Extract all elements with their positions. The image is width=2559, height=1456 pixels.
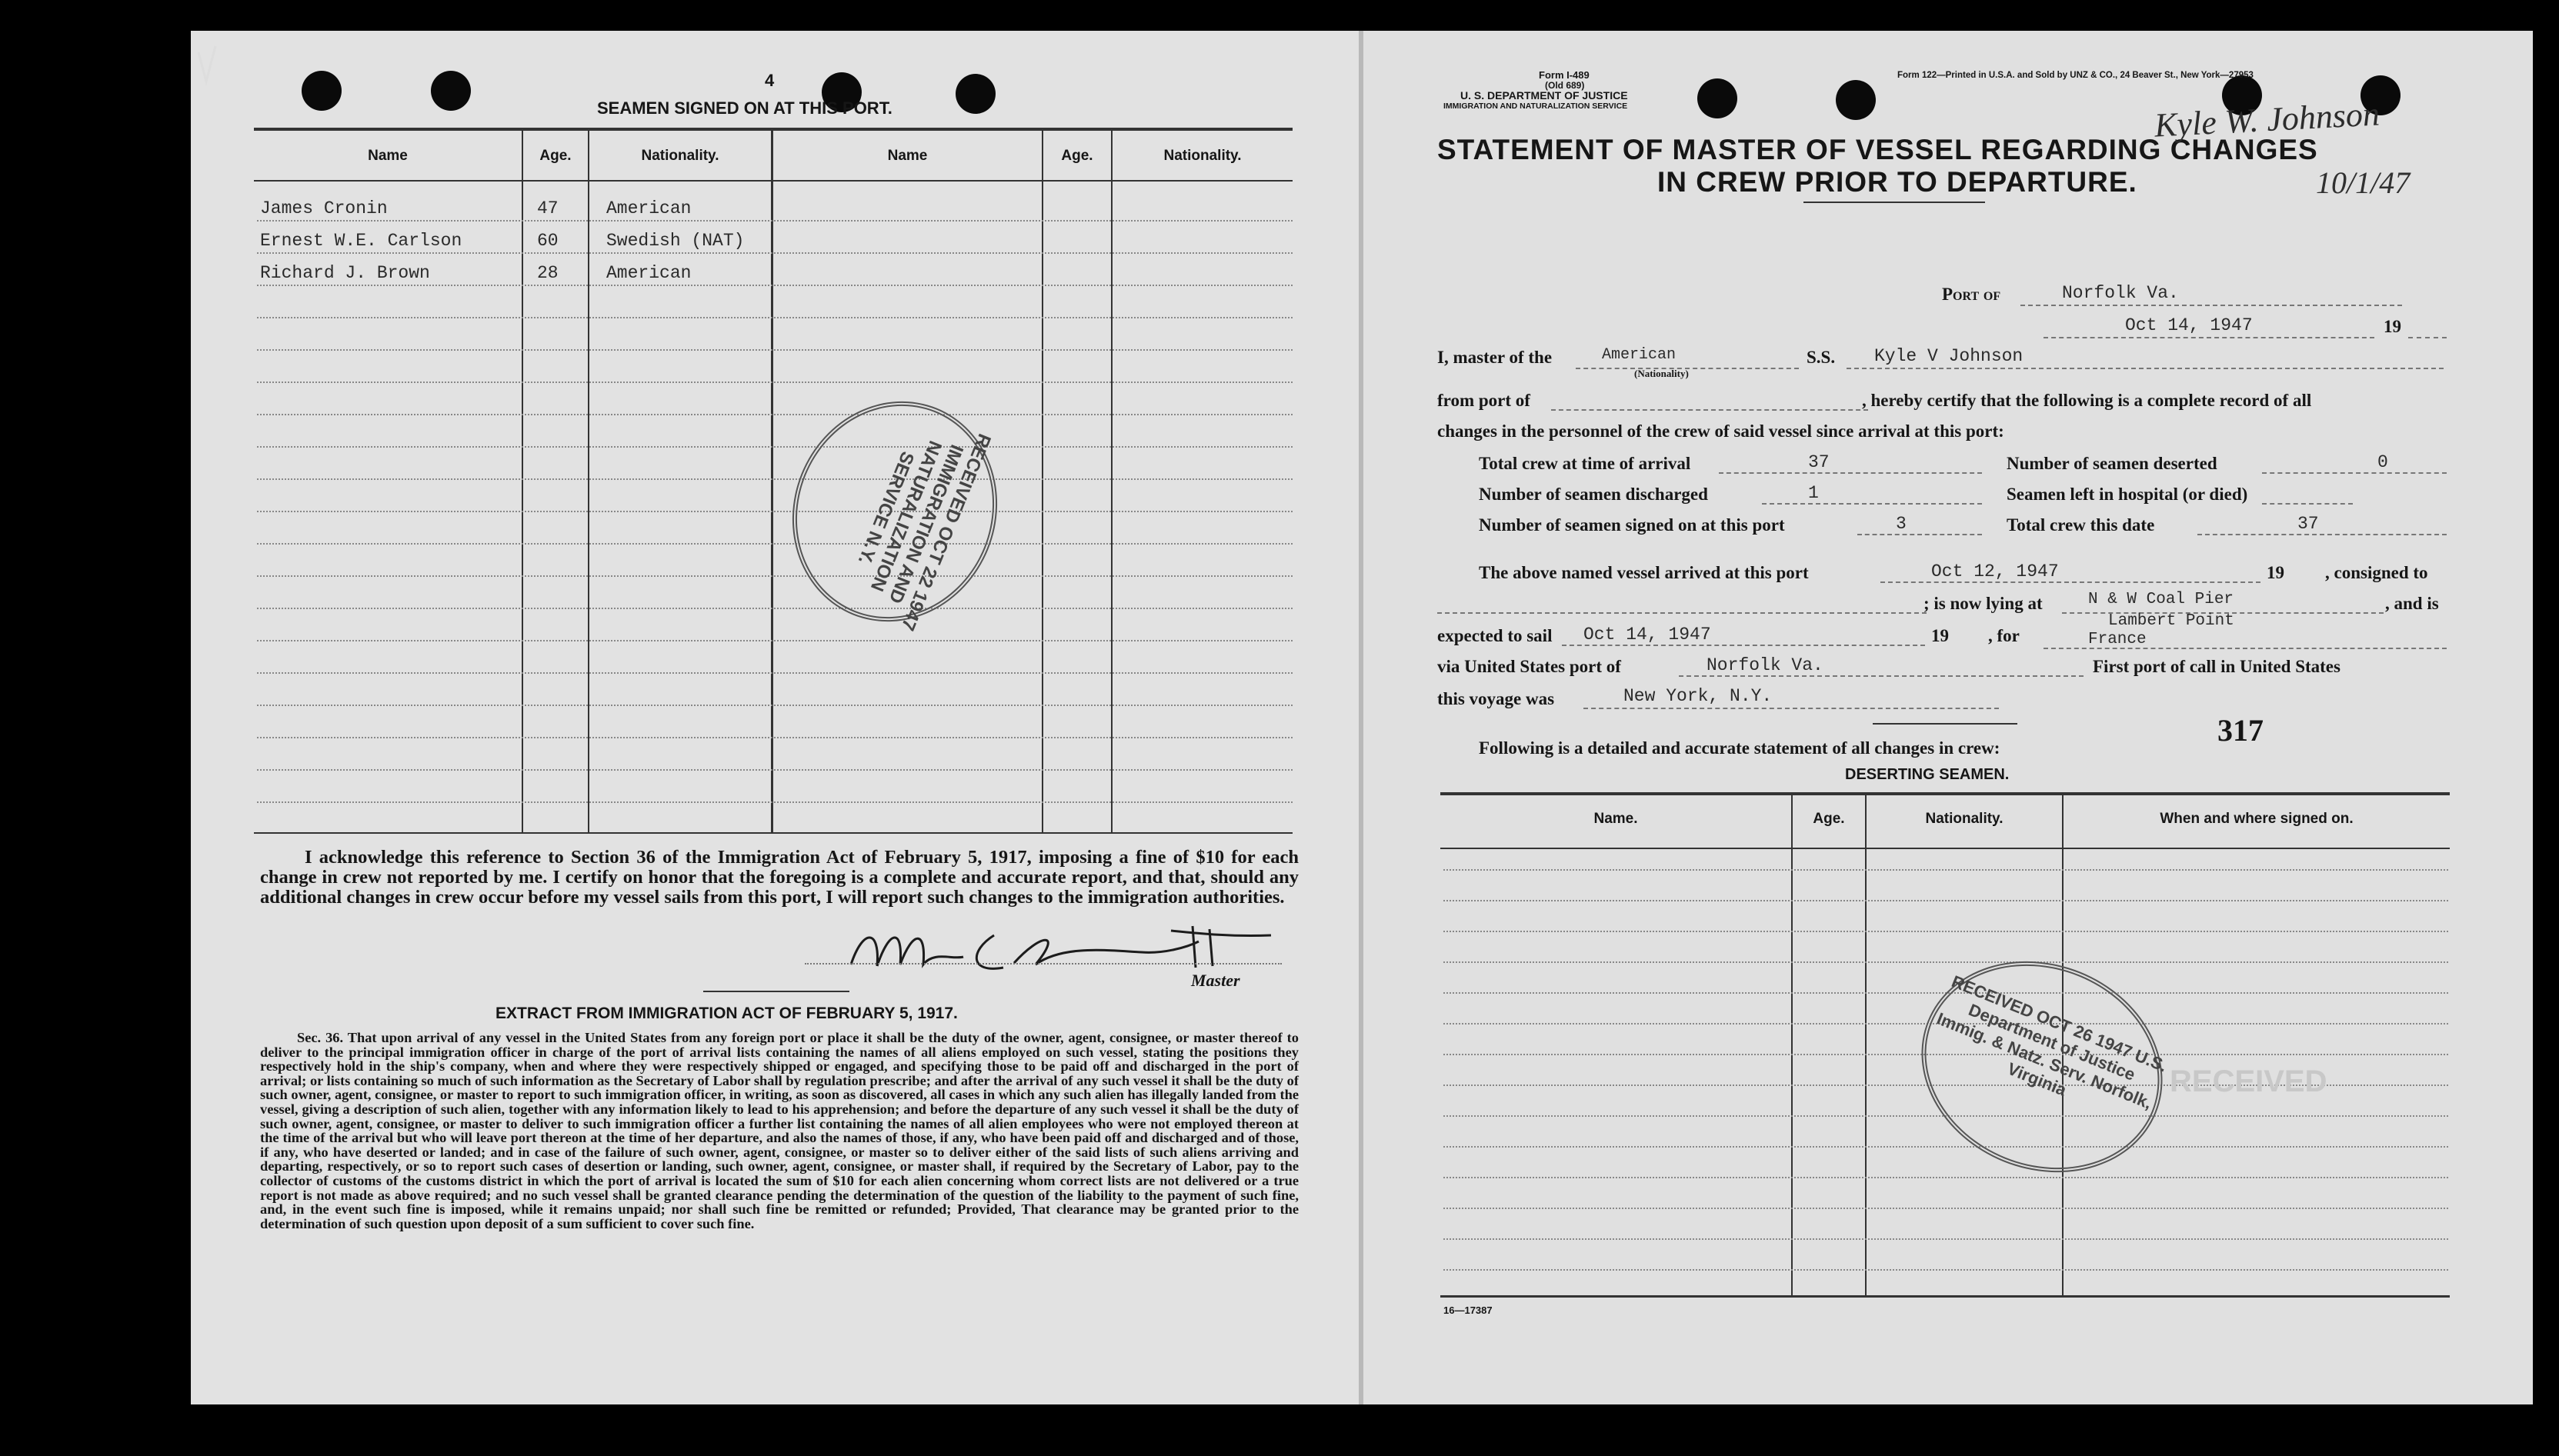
row-rule bbox=[257, 446, 1293, 448]
port-value: Norfolk Va. bbox=[2062, 283, 2179, 303]
deserted-value: 0 bbox=[2377, 452, 2388, 472]
expected-value: Oct 14, 1947 bbox=[1583, 625, 1711, 645]
row-rule bbox=[1443, 1269, 2448, 1271]
punch-hole bbox=[1697, 78, 1737, 118]
row-rule bbox=[257, 543, 1293, 545]
column-divider bbox=[1791, 792, 1793, 1297]
column-divider bbox=[522, 128, 523, 834]
column-divider bbox=[1111, 128, 1113, 834]
form-old-number: (Old 689) bbox=[1545, 80, 1585, 91]
first-port-label: First port of call in United States bbox=[2093, 657, 2340, 676]
seaman-age: 60 bbox=[537, 231, 559, 251]
column-header: Name bbox=[887, 148, 928, 164]
form-title: STATEMENT OF MASTER OF VESSEL REGARDING CHANGES bbox=[1437, 134, 2318, 165]
via-label: via United States port of bbox=[1437, 657, 1621, 676]
total-crew-arrival-value: 37 bbox=[1808, 452, 1830, 472]
row-rule bbox=[257, 220, 1293, 222]
column-header: Age. bbox=[1061, 148, 1093, 164]
row-rule bbox=[257, 317, 1293, 318]
count-line bbox=[1719, 472, 1982, 474]
document-number: 317 bbox=[2217, 713, 2264, 748]
punch-hole bbox=[956, 74, 996, 114]
arrived-value: Oct 12, 1947 bbox=[1931, 561, 2059, 581]
from-port-line bbox=[1551, 409, 1868, 411]
count-line bbox=[2197, 534, 2447, 535]
column-header: Nationality. bbox=[1925, 811, 2003, 827]
nationality-caption: (Nationality) bbox=[1634, 368, 1689, 379]
title-rule bbox=[1803, 202, 1985, 203]
printer-line: Form 122—Printed in U.S.A. and Sold by UNZ & CO., 24 Beaver St., New York—27953 bbox=[1897, 71, 2254, 80]
changes-text: changes in the personnel of the crew of said vessel since arrival at this port: bbox=[1437, 421, 2004, 441]
expected-label: expected to sail bbox=[1437, 626, 1553, 645]
column-header: Name bbox=[368, 148, 408, 164]
table-top-rule bbox=[254, 128, 1293, 131]
row-rule bbox=[257, 252, 1293, 254]
service-name: IMMIGRATION AND NATURALIZATION SERVICE bbox=[1443, 102, 1628, 111]
lying-value-2: Lambert Point bbox=[2108, 612, 2234, 630]
handwritten-date: 10/1/47 bbox=[2316, 165, 2411, 200]
date-line bbox=[2044, 337, 2374, 338]
signature-line bbox=[805, 963, 1282, 965]
table-top-rule bbox=[1440, 792, 2450, 795]
lying-value: N & W Coal Pier bbox=[2088, 591, 2234, 608]
page-fold bbox=[1359, 31, 1363, 1404]
row-rule bbox=[1443, 1146, 2448, 1148]
discharged-value: 1 bbox=[1808, 483, 1819, 503]
row-rule bbox=[1443, 931, 2448, 932]
department: U. S. DEPARTMENT OF JUSTICE bbox=[1460, 89, 1628, 102]
deserted-label: Number of seamen deserted bbox=[2007, 454, 2217, 473]
via-line bbox=[1679, 675, 2084, 677]
discharged-label: Number of seamen discharged bbox=[1479, 485, 1708, 504]
table-bottom-rule bbox=[254, 832, 1293, 834]
ship-line bbox=[1847, 368, 2444, 369]
acknowledgement-text: I acknowledge this reference to Section 36 of the Immigration Act of February 5, 1917, imposing a fine of $10 for each change in crew not reported by me. I certify on honor that the foregoing is a complete and accurate report, and that, should any additional changes in crew occur before my vessel sails from this port, I will report such changes to the immigration authorities. bbox=[260, 847, 1299, 908]
stamp-text: RECEIVED OCT 22 1947 IMMIGRATION AND NATURALIZATION SERVICE N.Y. bbox=[853, 430, 996, 634]
count-line bbox=[1857, 534, 1982, 535]
faded-stamp: RECEIVED bbox=[2170, 1065, 2327, 1098]
row-rule bbox=[1443, 961, 2448, 963]
footer-code: 16—17387 bbox=[1443, 1304, 1493, 1316]
count-line bbox=[2262, 472, 2447, 474]
for-line bbox=[2044, 648, 2447, 649]
total-crew-date-label: Total crew this date bbox=[2007, 515, 2155, 535]
row-rule bbox=[1443, 1177, 2448, 1178]
year-prefix: 19 bbox=[2384, 317, 2401, 336]
column-divider bbox=[588, 128, 589, 834]
following-text: Following is a detailed and accurate statement of all changes in crew: bbox=[1479, 738, 2000, 758]
seaman-nationality: American bbox=[606, 263, 692, 283]
row-rule bbox=[257, 414, 1293, 415]
seaman-name: Ernest W.E. Carlson bbox=[260, 231, 462, 251]
count-line bbox=[1762, 503, 1982, 505]
vessel-nationality: American bbox=[1602, 346, 1677, 364]
punch-hole bbox=[302, 71, 342, 111]
expected-year: 19 bbox=[1931, 626, 1949, 645]
voyage-label: this voyage was bbox=[1437, 689, 1555, 708]
voyage-value: New York, N.Y. bbox=[1623, 686, 1773, 706]
seaman-name: Richard J. Brown bbox=[260, 263, 430, 283]
and-is-label: , and is bbox=[2385, 594, 2439, 613]
right-page bbox=[1362, 31, 2533, 1404]
table-header-rule bbox=[254, 180, 1293, 182]
consigned-label: , consigned to bbox=[2325, 563, 2428, 582]
signed-on-value: 3 bbox=[1896, 514, 1907, 534]
row-rule bbox=[257, 381, 1293, 383]
column-divider bbox=[771, 128, 773, 834]
seaman-name: James Cronin bbox=[260, 198, 388, 218]
seaman-age: 47 bbox=[537, 198, 559, 218]
consignee-line bbox=[1437, 612, 1927, 614]
signed-on-label: Number of seamen signed on at this port bbox=[1479, 515, 1785, 535]
for-value: France bbox=[2088, 631, 2147, 648]
row-rule bbox=[1443, 1208, 2448, 1209]
hospital-label: Seamen left in hospital (or died) bbox=[2007, 485, 2248, 504]
arrived-year: 19 bbox=[2267, 563, 2284, 582]
year-line bbox=[2408, 337, 2447, 338]
column-header: Age. bbox=[1813, 811, 1845, 827]
row-rule bbox=[257, 705, 1293, 706]
row-rule bbox=[257, 478, 1293, 480]
from-port-label: from port of bbox=[1437, 391, 1530, 410]
master-of-label: I, master of the bbox=[1437, 348, 1553, 367]
row-rule bbox=[1443, 900, 2448, 901]
column-header: When and where signed on. bbox=[2160, 811, 2354, 827]
seaman-nationality: American bbox=[606, 198, 692, 218]
total-crew-date-value: 37 bbox=[2297, 514, 2319, 534]
page-number: 4 bbox=[765, 71, 775, 90]
column-divider bbox=[1042, 128, 1043, 834]
date-value: Oct 14, 1947 bbox=[2125, 315, 2253, 335]
row-rule bbox=[257, 672, 1293, 674]
row-rule bbox=[257, 575, 1293, 577]
row-rule bbox=[257, 285, 1293, 286]
row-rule bbox=[257, 608, 1293, 609]
port-label: Port of bbox=[1942, 285, 2001, 304]
master-label: Master bbox=[1191, 971, 1240, 990]
certify-text: , hereby certify that the following is a complete record of all bbox=[1862, 391, 2312, 410]
stamp-text: RECEIVED OCT 26 1947 U.S. Department of Justice Immig. & Natz. Serv. Norfolk, Virginia bbox=[1933, 971, 2170, 1113]
column-header: Nationality. bbox=[1163, 148, 1242, 164]
expected-line bbox=[1562, 645, 1925, 646]
row-rule bbox=[257, 769, 1293, 771]
ss-label: S.S. bbox=[1807, 348, 1836, 367]
port-line bbox=[2020, 305, 2402, 306]
column-header: Nationality. bbox=[641, 148, 719, 164]
deserting-title: DESERTING SEAMEN. bbox=[1845, 766, 2010, 783]
row-rule bbox=[1443, 869, 2448, 871]
extract-text: Sec. 36. That upon arrival of any vessel in the United States from any foreign port or place it shall be the duty of the owner, agent, consignee, or master thereof to deliver to the principal immigration officer in charge of the port of arrival lists containing the names of all aliens employed on such vessel, stating the positions they respectively hold in the ship's company, when and where they were respectively shipped or engaged, and specifying those to be paid off and discharged in the port of arrival; or lists containing so much of such information as the Secretary of Labor shall by regulation prescribe; and after the arrival of any such vessel it shall be the duty of such owner, agent, consignee, or master to report to such immigration officer, in writing, as soon as discovered, all cases in which any such alien has illegally landed from the vessel, giving a description of such alien, together with any information likely to lead to his apprehension; and before the departure of any such vessel it shall be the duty of such owner, agent, consignee, or master to deliver to such immigration officer a further list containing the names of all alien employees who were not employed thereon at the time of the arrival but who will leave port thereon at the time of her departure, and also the names of those, if any, who have been paid off and discharged and of those, if any, who have deserted or landed; and in case of the failure of such owner, agent, consignee, or master so to deliver either of the said lists of such aliens arriving and departing, respectively, or so to report such cases of desertion or landing, such owner, agent, consignee, or master shall, if required by the Secretary of Labor, pay to the collector of customs of the customs district in which the port of arrival is located the sum of $10 for each alien concerning whom correct lists are not delivered or a true report is not made as above required; and no such vessel shall be granted clearance pending the determination of the question of the liability to the payment of such fine, and, in the event such fine is imposed, while it remains unpaid; nor shall such fine be remitted or refunded; Provided, That clearance may be granted prior to the determination of such question upon deposit of a sum sufficient to cover such fine. bbox=[260, 1030, 1299, 1231]
row-rule bbox=[257, 511, 1293, 512]
extract-title: EXTRACT FROM IMMIGRATION ACT OF FEBRUARY 5, 1917. bbox=[495, 1005, 958, 1022]
row-rule bbox=[257, 640, 1293, 641]
arrived-label: The above named vessel arrived at this port bbox=[1479, 563, 1809, 582]
arrived-line bbox=[1880, 581, 2260, 583]
form-number: Form I-489 bbox=[1539, 69, 1590, 81]
row-rule bbox=[257, 801, 1293, 803]
column-header: Age. bbox=[539, 148, 572, 164]
punch-hole bbox=[431, 71, 471, 111]
row-rule bbox=[257, 737, 1293, 738]
check-mark-icon bbox=[195, 45, 219, 90]
table-header-rule bbox=[1440, 848, 2450, 849]
via-value: Norfolk Va. bbox=[1707, 655, 1823, 675]
table-bottom-rule bbox=[1440, 1295, 2450, 1298]
voyage-rule bbox=[1873, 723, 2017, 725]
row-rule bbox=[257, 349, 1293, 351]
column-divider bbox=[1865, 792, 1867, 1297]
seaman-age: 28 bbox=[537, 263, 559, 283]
lying-label: ; is now lying at bbox=[1923, 594, 2043, 613]
form-subtitle: IN CREW PRIOR TO DEPARTURE. bbox=[1657, 166, 2137, 198]
count-line bbox=[2262, 503, 2353, 505]
row-rule bbox=[1443, 1238, 2448, 1240]
extract-rule bbox=[703, 991, 849, 992]
column-header: Name. bbox=[1593, 811, 1638, 827]
handwritten-name: Kyle W. Johnson bbox=[2153, 95, 2381, 145]
for-label: , for bbox=[1988, 626, 2020, 645]
seaman-nationality: Swedish (NAT) bbox=[606, 231, 745, 251]
total-crew-arrival-label: Total crew at time of arrival bbox=[1479, 454, 1691, 473]
left-title: SEAMEN SIGNED ON AT THIS PORT. bbox=[597, 98, 892, 118]
ship-name: Kyle V Johnson bbox=[1874, 346, 2024, 366]
voyage-line bbox=[1583, 708, 1999, 709]
punch-hole bbox=[1836, 80, 1876, 120]
